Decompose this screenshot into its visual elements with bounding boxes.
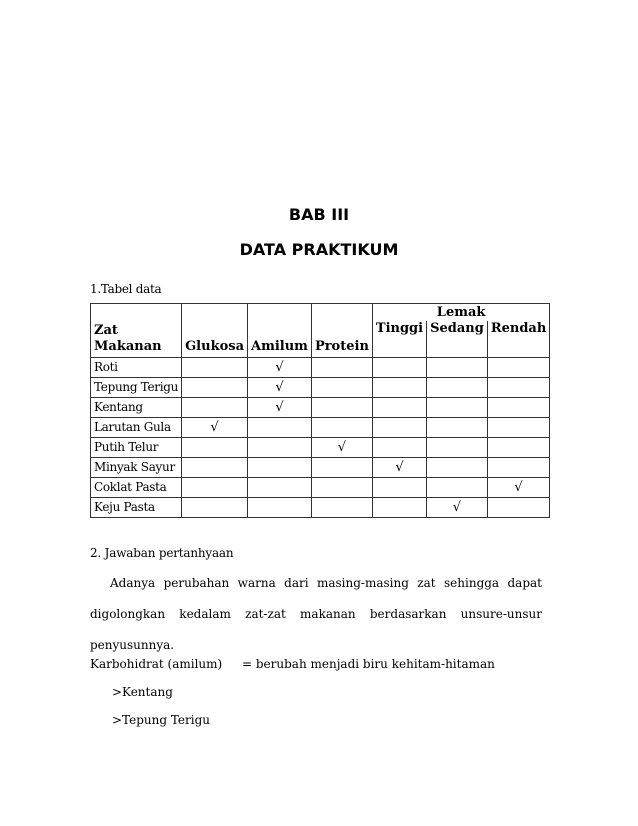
glukosa-cell (182, 438, 248, 458)
food-name-cell: Minyak Sayur (91, 458, 182, 478)
glukosa-cell: √ (182, 418, 248, 438)
protein-cell (311, 418, 372, 438)
tinggi-cell (372, 358, 426, 378)
sedang-cell (427, 458, 488, 478)
sedang-cell (427, 478, 488, 498)
karbohidrat-value: = berubah menjadi biru kehitam-hitaman (242, 657, 495, 671)
table-header-row (91, 304, 550, 322)
rendah-cell (487, 358, 550, 378)
amilum-cell: √ (248, 378, 312, 398)
header-rendah: Rendah (487, 321, 550, 358)
protein-cell: √ (311, 438, 372, 458)
header-zat-makanan (91, 304, 182, 358)
amilum-cell (248, 498, 312, 518)
rendah-cell (487, 438, 550, 458)
table-row (91, 498, 550, 518)
glukosa-cell (182, 398, 248, 418)
page-title: DATA PRAKTIKUM (239, 240, 399, 259)
list-item-kentang: >Kentang (112, 685, 173, 699)
rendah-cell (487, 458, 550, 478)
sedang-cell (427, 398, 488, 418)
header-lemak: Lemak (372, 304, 549, 322)
sedang-cell (427, 378, 488, 398)
sedang-cell (427, 438, 488, 458)
table-row (91, 378, 550, 398)
table-row (91, 418, 550, 438)
rendah-cell (487, 418, 550, 438)
protein-cell (311, 458, 372, 478)
section-2-label: 2. Jawaban pertanhyaan (90, 546, 234, 560)
answer-paragraph: Adanya perubahan warna dari masing-masing zat sehingga dapat digolongkan kedalam zat-zat makanan berdasarkan unsure-unsur penyusunnya. (90, 576, 542, 652)
table-row (91, 478, 550, 498)
food-name-cell: Roti (91, 358, 182, 378)
food-name-cell: Larutan Gula (91, 418, 182, 438)
protein-cell (311, 498, 372, 518)
protein-cell (311, 378, 372, 398)
amilum-cell (248, 478, 312, 498)
tinggi-cell (372, 418, 426, 438)
food-name-cell: Coklat Pasta (91, 478, 182, 498)
amilum-cell (248, 438, 312, 458)
tinggi-cell (372, 378, 426, 398)
table-row (91, 458, 550, 478)
table-row (91, 438, 550, 458)
karbohidrat-label: Karbohidrat (amilum) (90, 657, 223, 671)
rendah-cell (487, 378, 550, 398)
amilum-cell (248, 418, 312, 438)
glukosa-cell (182, 478, 248, 498)
tinggi-cell (372, 498, 426, 518)
sedang-cell (427, 418, 488, 438)
karbohidrat-row (90, 657, 495, 671)
rendah-cell (487, 398, 550, 418)
table-row (91, 398, 550, 418)
protein-cell (311, 478, 372, 498)
tinggi-cell (372, 478, 426, 498)
amilum-cell: √ (248, 358, 312, 378)
header-glukosa: Glukosa (182, 304, 248, 358)
tinggi-cell: √ (372, 458, 426, 478)
rendah-cell (487, 498, 550, 518)
glukosa-cell (182, 498, 248, 518)
sedang-cell (427, 358, 488, 378)
amilum-cell: √ (248, 398, 312, 418)
rendah-cell: √ (487, 478, 550, 498)
glukosa-cell (182, 378, 248, 398)
section-1-label: 1.Tabel data (90, 282, 162, 296)
header-makanan: Makanan (94, 339, 162, 354)
food-name-cell: Kentang (91, 398, 182, 418)
chapter-heading: BAB III (288, 205, 350, 224)
glukosa-cell (182, 458, 248, 478)
header-tinggi: Tinggi (372, 321, 426, 358)
glukosa-cell (182, 358, 248, 378)
list-item-tepung-terigu: >Tepung Terigu (112, 713, 211, 727)
header-zat: Zat (94, 323, 118, 338)
header-sedang: Sedang (427, 321, 488, 358)
header-amilum: Amilum (248, 304, 312, 358)
food-name-cell: Tepung Terigu (91, 378, 182, 398)
sedang-cell: √ (427, 498, 488, 518)
data-table (90, 303, 550, 518)
protein-cell (311, 398, 372, 418)
tinggi-cell (372, 438, 426, 458)
food-name-cell: Putih Telur (91, 438, 182, 458)
protein-cell (311, 358, 372, 378)
header-protein: Protein (311, 304, 372, 358)
amilum-cell (248, 458, 312, 478)
tinggi-cell (372, 398, 426, 418)
food-name-cell: Keju Pasta (91, 498, 182, 518)
table-row (91, 358, 550, 378)
